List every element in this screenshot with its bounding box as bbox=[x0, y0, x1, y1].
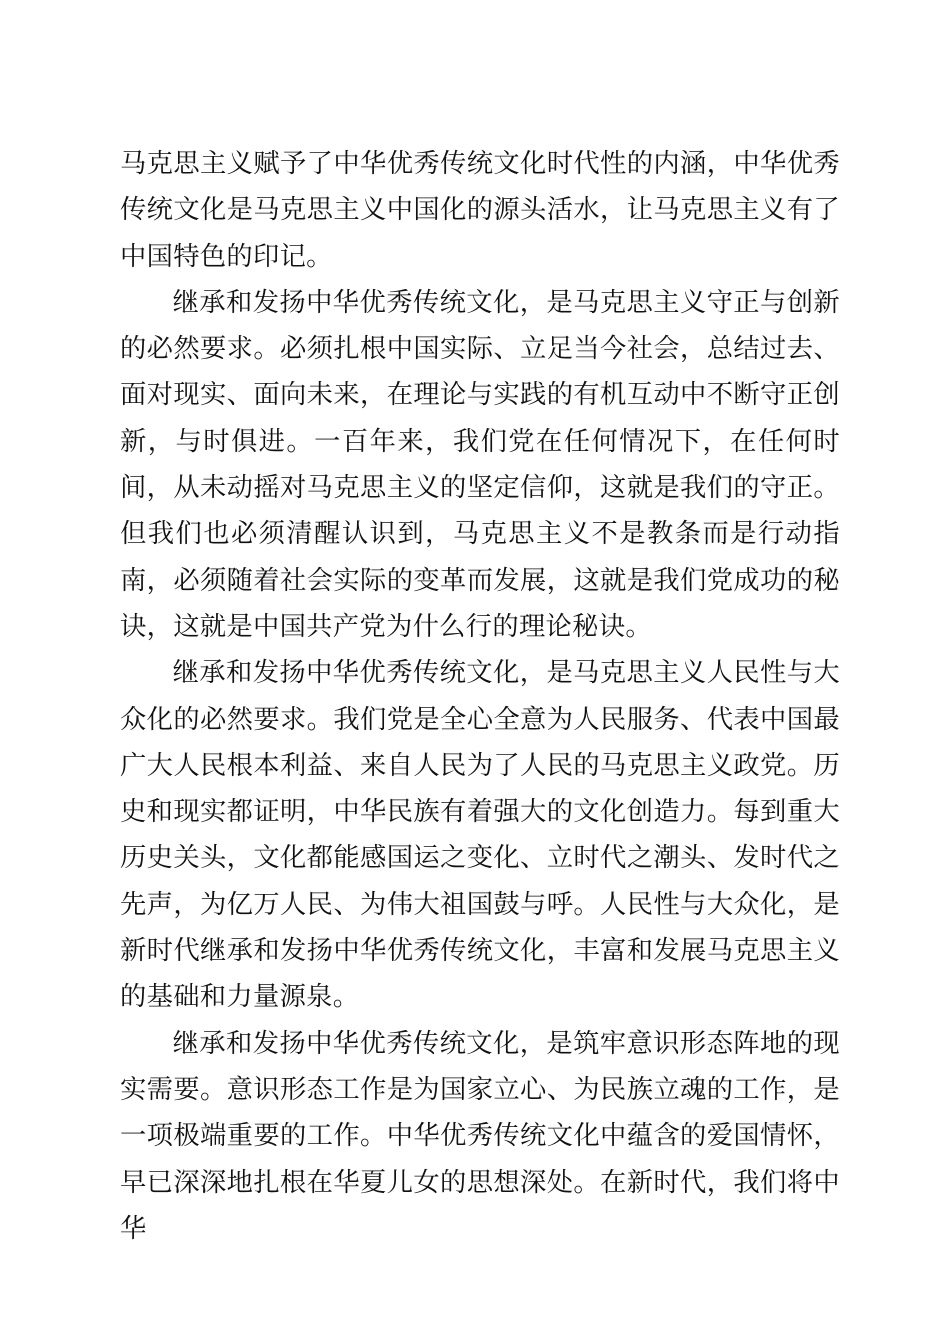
paragraph-ideology: 继承和发扬中华优秀传统文化，是筑牢意识形态阵地的现实需要。意识形态工作是为国家立心、为民族立魂的工作，是一项极端重要的工作。中华优秀传统文化中蕴含的爱国情怀，早已深深地扎根在华夏儿女的思想深处。在新时代，我们将中华 bbox=[120, 1028, 840, 1244]
paragraph-people: 继承和发扬中华优秀传统文化，是马克思主义人民性与大众化的必然要求。我们党是全心全意为人民服务、代表中国最广大人民根本利益、来自人民为了人民的马克思主义政党。历史和现实都证明，中华民族有着强大的文化创造力。每到重大历史关头，文化都能感国运之变化、立时代之潮头、发时代之先声，为亿万人民、为伟大祖国鼓与呼。人民性与大众化，是新时代继承和发扬中华优秀传统文化，丰富和发展马克思主义的基础和力量源泉。 bbox=[120, 658, 840, 1013]
document-body bbox=[120, 141, 840, 1252]
paragraph-innovation: 继承和发扬中华优秀传统文化，是马克思主义守正与创新的必然要求。必须扎根中国实际、立足当今社会，总结过去、面对现实、面向未来，在理论与实践的有机互动中不断守正创新，与时俱进。一百年来，我们党在任何情况下，在任何时间，从未动摇对马克思主义的坚定信仰，这就是我们的守正。但我们也必须清醒认识到，马克思主义不是教条而是行动指南，必须随着社会实际的变革而发展，这就是我们党成功的秘诀，这就是中国共产党为什么行的理论秘诀。 bbox=[120, 287, 840, 642]
paragraph-continuation: 马克思主义赋予了中华优秀传统文化时代性的内涵，中华优秀传统文化是马克思主义中国化的源头活水，让马克思主义有了中国特色的印记。 bbox=[120, 149, 840, 272]
